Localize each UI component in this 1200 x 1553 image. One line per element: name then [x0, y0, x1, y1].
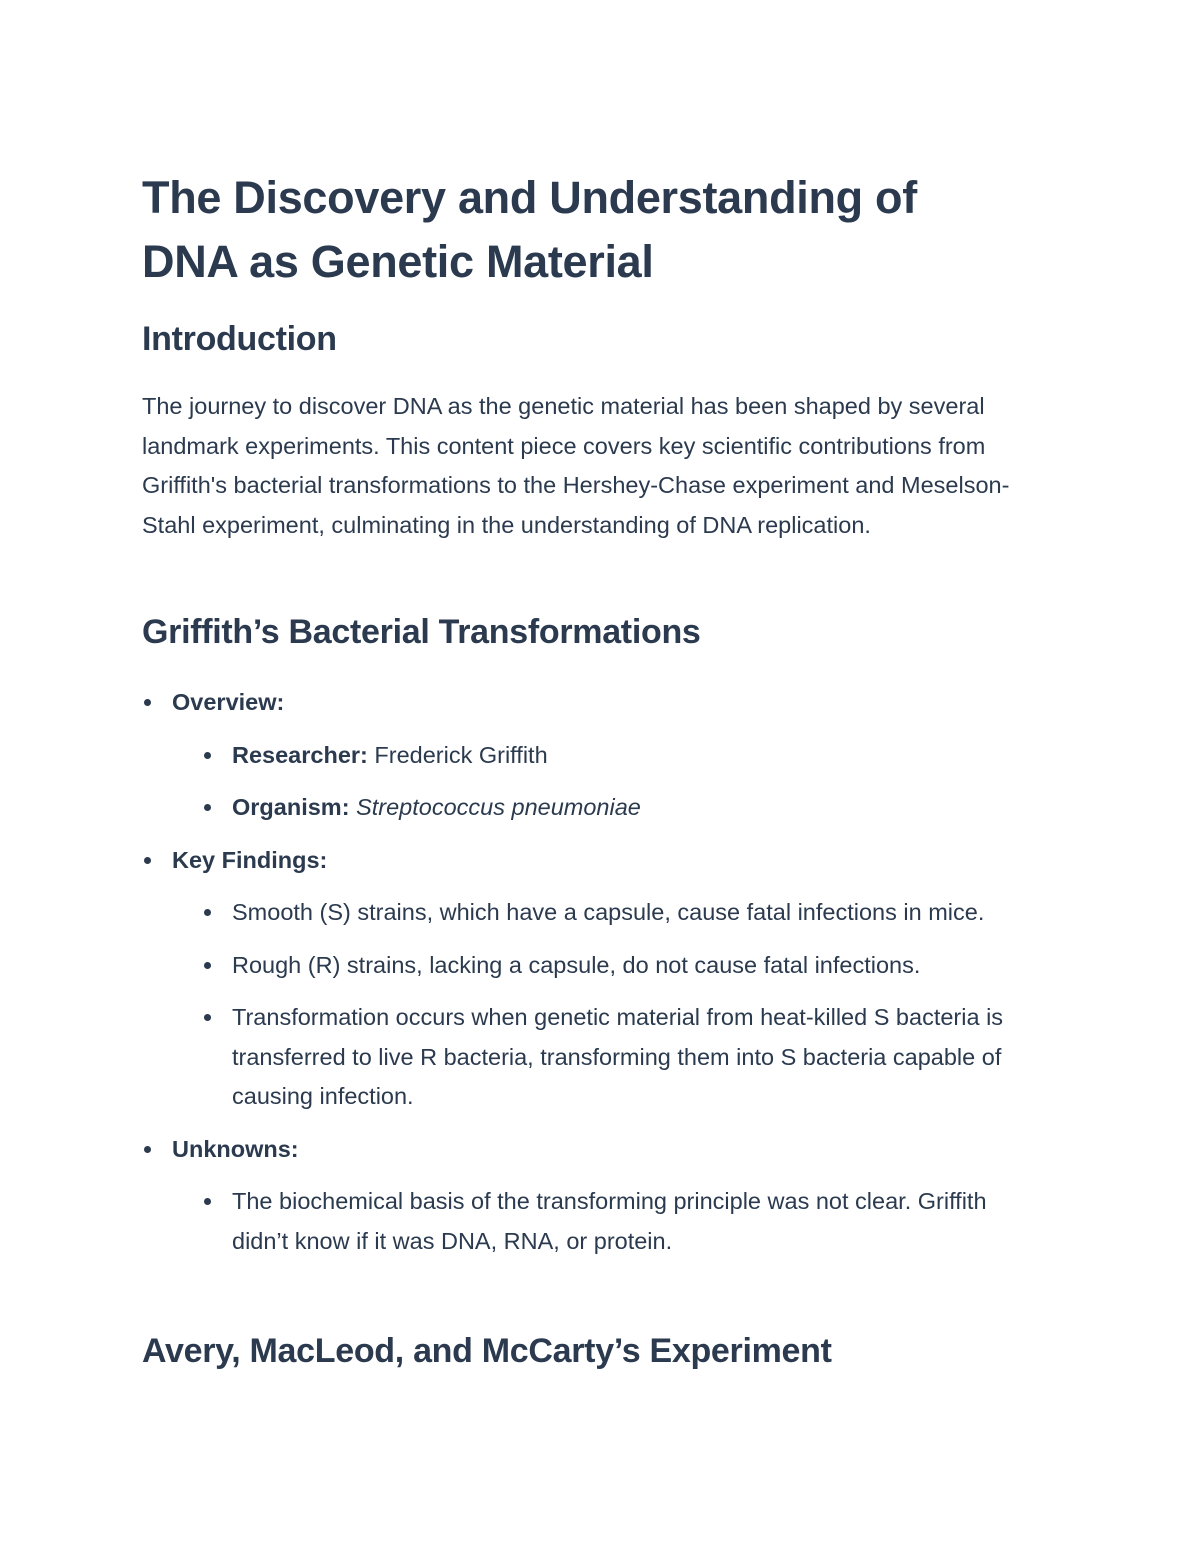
list-item-unknowns: [142, 1130, 1022, 1262]
section-heading-avery: Avery, MacLeod, and McCarty’s Experiment: [142, 1332, 832, 1370]
key-findings-sublist: [172, 893, 1022, 1117]
finding-text: Smooth (S) strains, which have a capsule, cause fatal infections in mice.: [232, 899, 985, 925]
list-item-key-findings: [142, 841, 1022, 1117]
unknowns-label: Unknowns:: [172, 1135, 299, 1162]
organism-label: Organism:: [232, 794, 350, 820]
section-heading-griffith: Griffith’s Bacterial Transformations: [142, 613, 701, 651]
list-item-finding: [202, 946, 1022, 986]
section-heading-introduction: Introduction: [142, 320, 337, 358]
bullet-icon: [204, 909, 211, 916]
finding-text: Rough (R) strains, lacking a capsule, do not cause fatal infections.: [232, 951, 921, 978]
bullet-icon: [144, 857, 151, 864]
researcher-value: Frederick Griffith: [367, 741, 548, 768]
researcher-label: Researcher:: [232, 741, 368, 768]
unknown-text: The biochemical basis of the transforming principle was not clear. Griffith didn’t know if it was DNA, RNA, or protein.: [232, 1188, 987, 1254]
bullet-icon: [204, 804, 211, 811]
overview-label: Overview:: [172, 689, 285, 715]
key-findings-label: Key Findings:: [172, 846, 328, 873]
list-item-finding: [202, 893, 1022, 933]
finding-text: Transformation occurs when genetic material from heat-killed S bacteria is transferred to live R bacteria, transforming them into S bacteria capable of causing infection.: [232, 1004, 1004, 1109]
organism-value: Streptococcus pneumoniae: [356, 794, 641, 820]
griffith-outline: [142, 683, 1022, 1274]
bullet-icon: [144, 1146, 151, 1153]
introduction-paragraph: The journey to discover DNA as the genetic material has been shaped by several landmark experiments. This content piece covers key scientific contributions from Griffith's bacterial transformations to the Hershey-Chase experiment and Meselson-Stahl experiment, culminating in the understanding of DNA replication.: [142, 393, 1010, 538]
document-title: The Discovery and Understanding of DNA as Genetic Material: [142, 172, 917, 287]
list-item-organism: [202, 788, 1022, 828]
bullet-icon: [204, 962, 211, 969]
bullet-icon: [204, 752, 211, 759]
bullet-icon: [144, 699, 151, 706]
bullet-icon: [204, 1014, 211, 1021]
overview-sublist: [172, 736, 1022, 828]
list-item-researcher: [202, 736, 1022, 776]
bullet-icon: [204, 1198, 211, 1205]
list-item-finding: [202, 998, 1022, 1117]
list-item-unknown: [202, 1182, 1022, 1261]
unknowns-sublist: [172, 1182, 1022, 1261]
list-item-overview: [142, 683, 1022, 828]
